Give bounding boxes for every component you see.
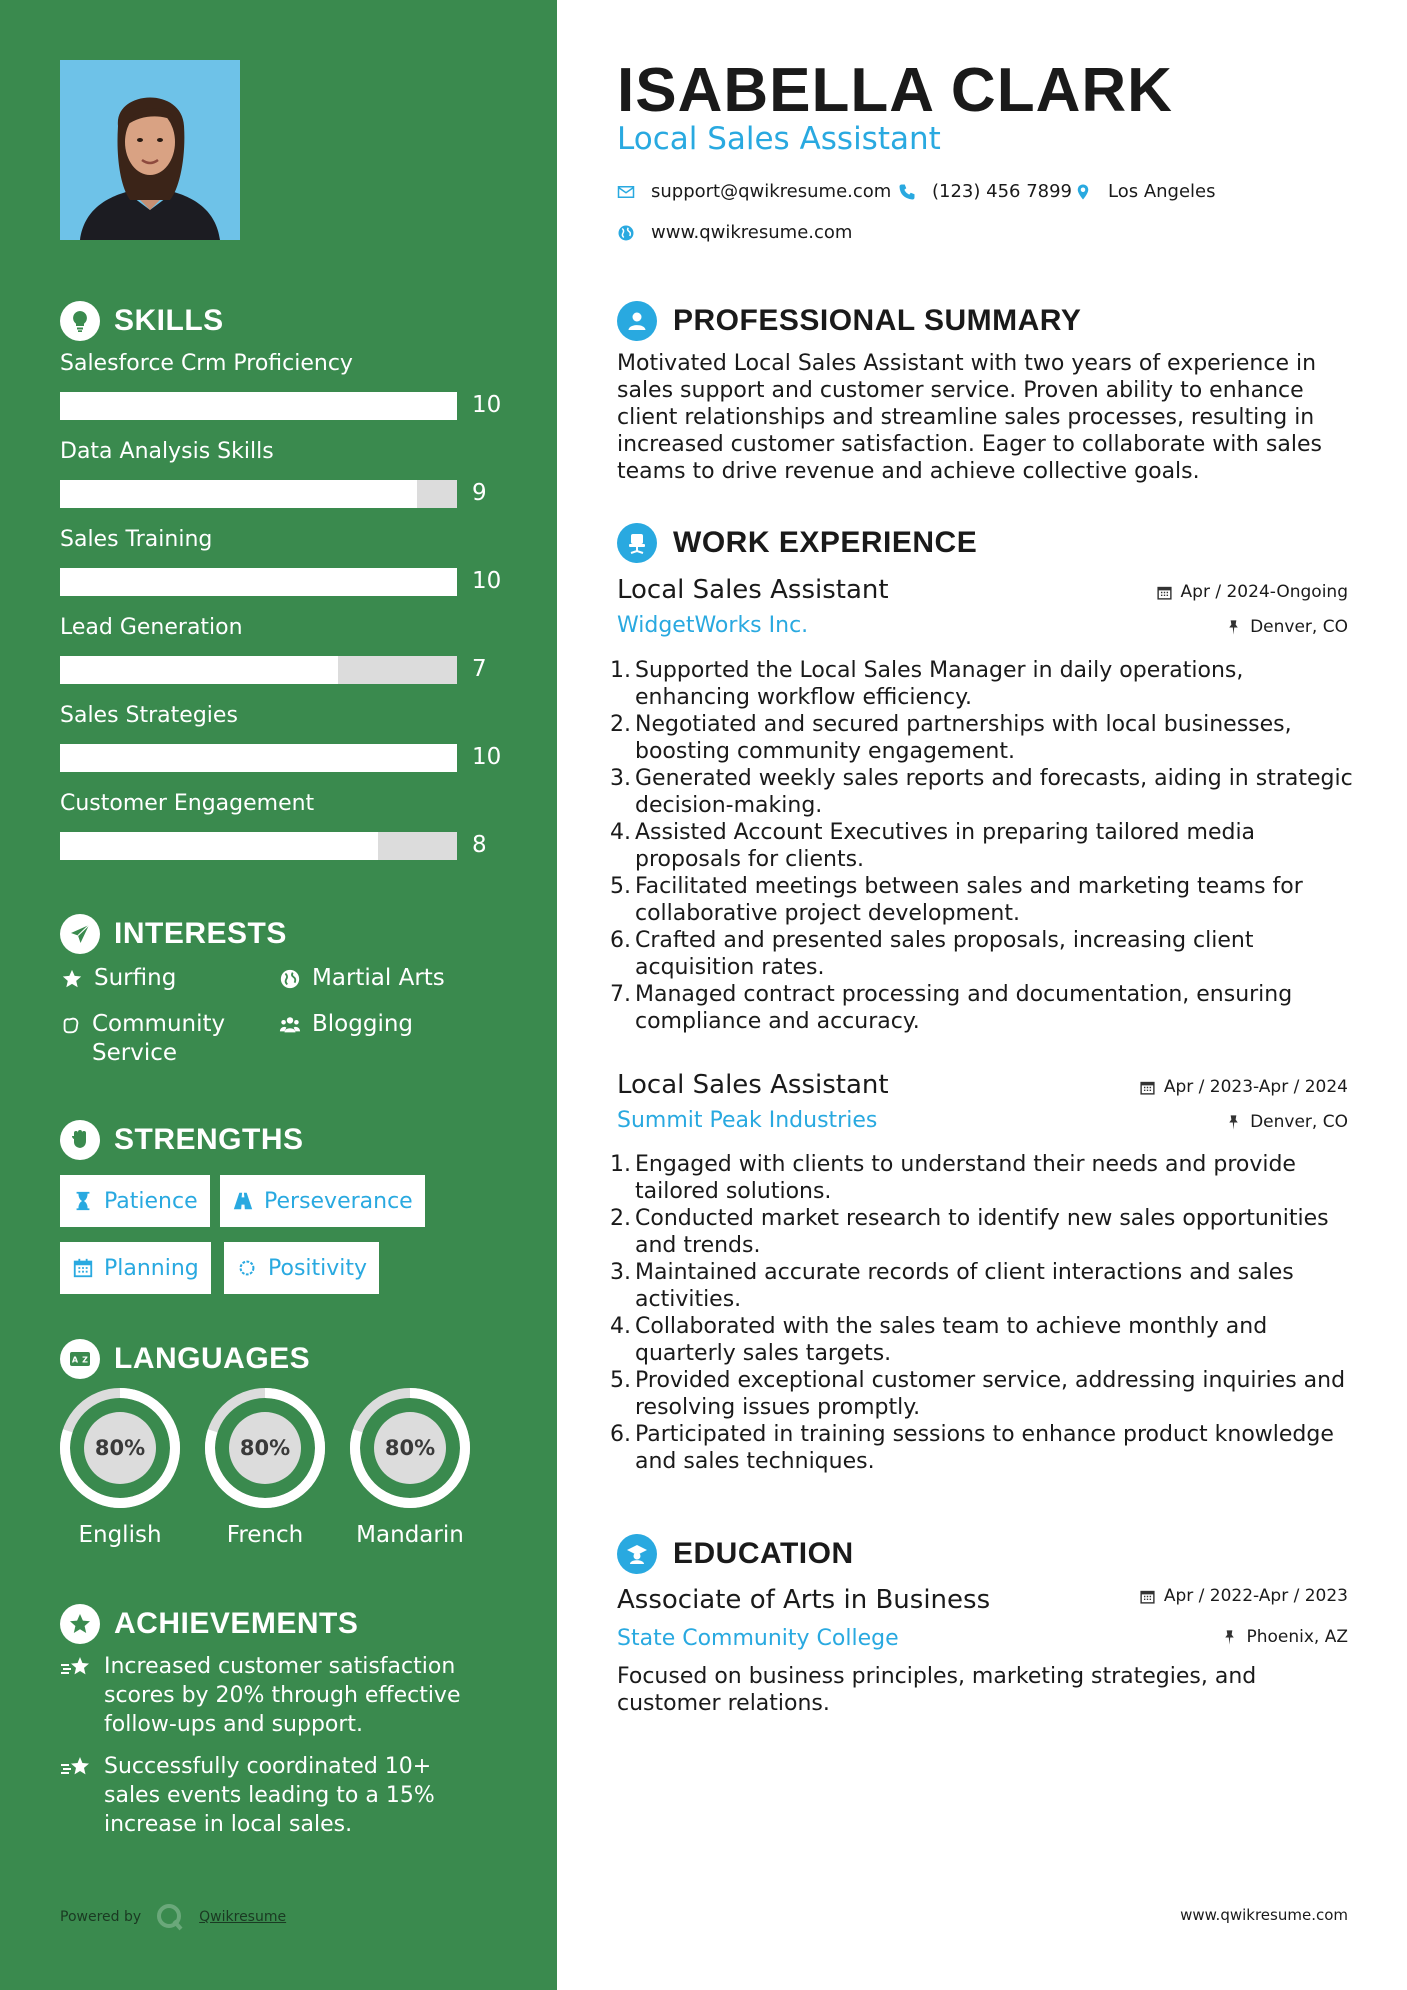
skill-bar-fill xyxy=(60,392,457,420)
strength-chip: Patience xyxy=(60,1175,210,1227)
skill-label: Lead Generation xyxy=(60,615,243,640)
interest-item: Surfing xyxy=(60,964,260,993)
user-icon xyxy=(617,301,657,341)
duty-item: 3. Maintained accurate records of client interactions and sales activities. xyxy=(610,1260,1294,1312)
language-icon xyxy=(60,1339,100,1379)
achievement-item: Increased customer satisfaction scores by 20% through effective follow-ups and support. xyxy=(60,1652,480,1739)
skill-bar xyxy=(60,656,457,684)
email-link[interactable]: support@qwikresume.com xyxy=(651,181,892,202)
experience-heading: WORK EXPERIENCE xyxy=(617,523,977,563)
skill-bar xyxy=(60,480,457,508)
phone-icon xyxy=(898,183,916,201)
education-heading: EDUCATION xyxy=(617,1534,854,1574)
job-date: Apr / 2023-Apr / 2024 xyxy=(1139,1077,1348,1097)
skill-label: Sales Strategies xyxy=(60,703,238,728)
duty-item: 1. Supported the Local Sales Manager in daily operations, enhancing workflow efficiency. xyxy=(610,658,1244,710)
skill-bar xyxy=(60,568,457,596)
education-location: Phoenix, AZ xyxy=(1221,1627,1348,1647)
star-badge-icon xyxy=(60,1604,100,1644)
skill-value: 10 xyxy=(472,392,502,418)
duty-item: 6. Participated in training sessions to enhance product knowledge and sales techniques. xyxy=(610,1422,1334,1474)
pushpin-icon xyxy=(1221,1629,1238,1646)
duty-item: 1. Engaged with clients to understand their needs and provide tailored solutions. xyxy=(610,1152,1296,1204)
contact-website xyxy=(617,222,852,243)
calendar-icon xyxy=(1139,1588,1156,1605)
globe-icon xyxy=(278,964,302,993)
strengths-heading: STRENGTHS xyxy=(60,1120,304,1160)
summary-text: Motivated Local Sales Assistant with two years of experience in sales support and customer service. Proven ability to enhance client relationships and streamline sales processes, resulting in increased customer satisfaction. Eager to collaborate with sales teams to drive revenue and achieve collective goals. xyxy=(617,351,1322,484)
job-date: Apr / 2024-Ongoing xyxy=(1156,582,1348,602)
job-location: Denver, CO xyxy=(1225,617,1348,637)
road-icon xyxy=(232,1190,254,1212)
skill-label: Sales Training xyxy=(60,527,213,552)
strength-chip: Positivity xyxy=(224,1242,379,1294)
language-percent: 80% xyxy=(374,1412,446,1484)
skills-heading: SKILLS xyxy=(60,301,224,341)
interests-heading: INTERESTS xyxy=(60,914,287,954)
skill-bar-fill xyxy=(60,480,417,508)
pushpin-icon xyxy=(1225,1114,1242,1131)
office-chair-icon xyxy=(617,523,657,563)
paper-plane-icon xyxy=(60,914,100,954)
envelope-icon xyxy=(617,183,635,201)
duty-item: 3. Generated weekly sales reports and forecasts, aiding in strategic decision-making. xyxy=(610,766,1353,818)
skill-value: 10 xyxy=(472,744,502,770)
duty-item: 6. Crafted and presented sales proposals, increasing client acquisition rates. xyxy=(610,928,1254,980)
sun-icon xyxy=(236,1257,258,1279)
qwikresume-logo-icon xyxy=(155,1902,185,1932)
users-icon xyxy=(278,1010,302,1039)
skill-label: Customer Engagement xyxy=(60,791,315,816)
globe-icon xyxy=(617,224,635,242)
skill-bar-fill xyxy=(60,568,457,596)
svg-text:A: A xyxy=(71,1355,79,1365)
calendar-icon xyxy=(1156,584,1173,601)
hand-icon xyxy=(60,1010,82,1039)
skill-label: Data Analysis Skills xyxy=(60,439,274,464)
profile-photo xyxy=(60,60,240,240)
calendar-icon xyxy=(1139,1079,1156,1096)
language-name: French xyxy=(226,1522,304,1548)
qwikresume-link[interactable]: Qwikresume xyxy=(199,1909,287,1925)
lightbulb-icon xyxy=(60,301,100,341)
languages-heading: A Z LANGUAGES xyxy=(60,1339,310,1379)
candidate-name: ISABELLA CLARK xyxy=(617,56,1173,125)
skill-value: 10 xyxy=(472,568,502,594)
language-ring xyxy=(348,1386,472,1510)
contact-email xyxy=(617,181,891,202)
job-location: Denver, CO xyxy=(1225,1112,1348,1132)
language-name: Mandarin xyxy=(356,1522,464,1548)
duty-item: 2. Conducted market research to identify new sales opportunities and trends. xyxy=(610,1206,1329,1258)
job-company: Summit Peak Industries xyxy=(617,1108,878,1133)
job-company: WidgetWorks Inc. xyxy=(617,613,809,638)
education-degree: Associate of Arts in Business xyxy=(617,1585,991,1615)
job-duties xyxy=(610,1151,1355,1475)
powered-by: Powered by Qwikresume xyxy=(60,1902,286,1932)
language-percent: 80% xyxy=(84,1412,156,1484)
skill-value: 8 xyxy=(472,832,487,858)
shooting-star-icon xyxy=(60,1652,94,1689)
skill-bar xyxy=(60,832,457,860)
calendar-icon xyxy=(72,1257,94,1279)
achievement-item: Successfully coordinated 10+ sales events leading to a 15% increase in local sales. xyxy=(60,1752,480,1839)
skill-value: 7 xyxy=(472,656,487,682)
language-name: English xyxy=(78,1522,162,1548)
education-description: Focused on business principles, marketing strategies, and customer relations. xyxy=(617,1664,1257,1716)
language-percent: 80% xyxy=(229,1412,301,1484)
duty-item: 4. Collaborated with the sales team to achieve monthly and quarterly sales targets. xyxy=(610,1314,1268,1366)
duty-item: 7. Managed contract processing and documentation, ensuring compliance and accuracy. xyxy=(610,982,1293,1034)
candidate-title: Local Sales Assistant xyxy=(617,121,941,157)
duty-item: 4. Assisted Account Executives in preparing tailored media proposals for clients. xyxy=(610,820,1256,872)
sidebar xyxy=(0,0,557,1990)
star-icon xyxy=(60,964,84,993)
language-ring xyxy=(203,1386,327,1510)
skill-bar-fill xyxy=(60,744,457,772)
skill-label: Salesforce Crm Proficiency xyxy=(60,351,353,376)
svg-text:Z: Z xyxy=(82,1355,88,1365)
skill-bar xyxy=(60,744,457,772)
interest-item: Martial Arts xyxy=(278,964,498,993)
fist-icon xyxy=(60,1120,100,1160)
summary-heading: PROFESSIONAL SUMMARY xyxy=(617,301,1081,341)
skill-value: 9 xyxy=(472,480,487,506)
graduate-icon xyxy=(617,1534,657,1574)
contact-location: Los Angeles xyxy=(1074,181,1216,202)
duty-item: 5. Facilitated meetings between sales and marketing teams for collaborative project development. xyxy=(610,874,1303,926)
shooting-star-icon xyxy=(60,1752,94,1789)
skill-bar xyxy=(60,392,457,420)
strength-chip: Planning xyxy=(60,1242,211,1294)
achievements-heading: ACHIEVEMENTS xyxy=(60,1604,358,1644)
strength-chip: Perseverance xyxy=(220,1175,425,1227)
job-duties xyxy=(610,657,1355,1035)
language-ring xyxy=(58,1386,182,1510)
footer-url[interactable]: www.qwikresume.com xyxy=(1180,1906,1348,1924)
hourglass-icon xyxy=(72,1190,94,1212)
education-date: Apr / 2022-Apr / 2023 xyxy=(1139,1586,1348,1606)
contact-phone: (123) 456 7899 xyxy=(898,181,1072,202)
skill-bar-fill xyxy=(60,656,338,684)
job-title: Local Sales Assistant xyxy=(617,575,889,605)
duty-item: 5. Provided exceptional customer service, addressing inquiries and resolving issues promptly. xyxy=(610,1368,1346,1420)
map-pin-icon xyxy=(1074,183,1092,201)
pushpin-icon xyxy=(1225,619,1242,636)
duty-item: 2. Negotiated and secured partnerships with local businesses, boosting community engagement. xyxy=(610,712,1292,764)
interest-item: Blogging xyxy=(278,1010,498,1039)
skill-bar-fill xyxy=(60,832,378,860)
education-school: State Community College xyxy=(617,1626,899,1651)
job-title: Local Sales Assistant xyxy=(617,1070,889,1100)
interest-item: Community Service xyxy=(60,1010,260,1068)
website-link[interactable]: www.qwikresume.com xyxy=(651,222,853,243)
